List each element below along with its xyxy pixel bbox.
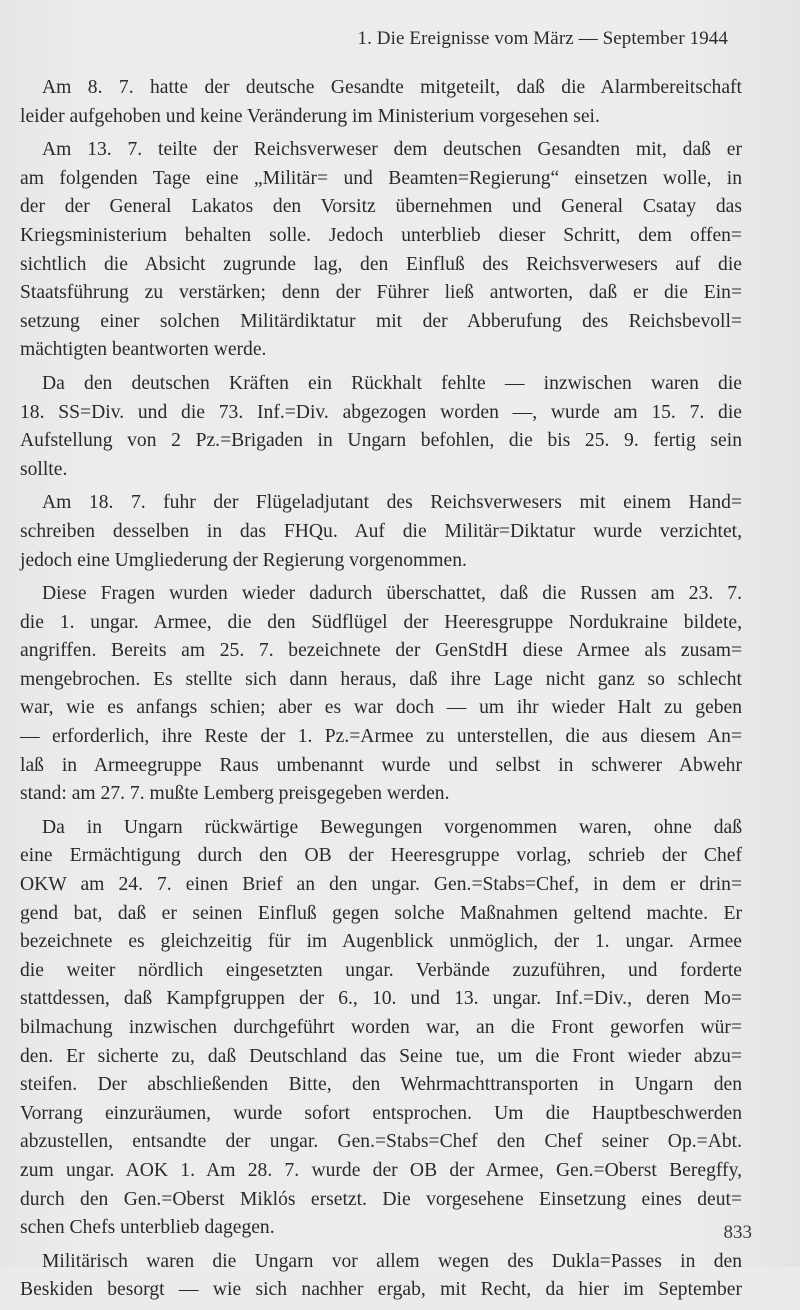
running-head: 1. Die Ereignisse vom März — September 1944 — [357, 28, 728, 49]
text-line: laß in Armeegruppe Raus umbenannt wurde und selbst in schwerer Abwehr — [20, 754, 742, 776]
text-line: Am 18. 7. fuhr der Flügeladjutant des Reichsverwesers mit einem Hand= — [42, 492, 742, 514]
text-line: bezeichnete es gleichzeitig für im Augenblick unmöglich, der 1. ungar. Armee — [20, 931, 742, 953]
text-line: Vorrang einzuräumen, wurde sofort entsprochen. Um die Hauptbeschwerden — [20, 1102, 742, 1124]
text-line: leider aufgehoben und keine Veränderung im Ministerium vorgesehen sei. — [20, 105, 600, 127]
text-line: am folgenden Tage eine „Militär= und Beamten=Regierung“ einsetzen wolle, in — [20, 167, 742, 189]
text-line: Am 8. 7. hatte der deutsche Gesandte mitgeteilt, daß die Alarmbereitschaft — [42, 77, 742, 98]
text-line: schen Chefs unterblieb dagegen. — [20, 1217, 275, 1239]
text-line: 18. SS=Div. und die 73. Inf.=Div. abgezogen worden —, wurde am 15. 7. die — [20, 401, 742, 423]
text-line: die 1. ungar. Armee, die den Südflügel der Heeresgruppe Nordukraine bildete, — [20, 611, 742, 633]
text-line: setzung einer solchen Militärdiktatur mit der Abberufung des Reichsbevoll= — [20, 310, 742, 332]
text-line: schreiben desselben in das FHQu. Auf die Militär=Diktatur wurde verzichtet, — [20, 520, 742, 542]
text-line: durch den Gen.=Oberst Miklós ersetzt. Die vorgesehene Einsetzung eines deut= — [20, 1188, 742, 1210]
text-line: mengebrochen. Es stellte sich dann heraus, daß ihre Lage nicht ganz so schlecht — [20, 668, 742, 690]
text-line: Da in Ungarn rückwärtige Bewegungen vorgenommen waren, ohne daß — [42, 816, 742, 838]
text-line: stattdessen, daß Kampfgruppen der 6., 10. und 13. ungar. Inf.=Div., deren Mo= — [20, 988, 742, 1010]
paragraph — [20, 1248, 742, 1305]
paragraph — [20, 74, 742, 131]
paragraph — [20, 814, 742, 1243]
text-line: sichtlich die Absicht zugrunde lag, den Einfluß des Reichsverwesers auf die — [20, 253, 742, 275]
page-number: 833 — [723, 1222, 752, 1243]
text-line: sollte. — [20, 458, 68, 480]
text-line: Beskiden besorgt — wie sich nachher ergab, mit Recht, da hier im September — [20, 1279, 742, 1301]
text-line: OKW am 24. 7. einen Brief an den ungar. Gen.=Stabs=Chef, in dem er drin= — [20, 874, 742, 896]
text-line: die weiter nördlich eingesetzten ungar. Verbände zuzuführen, und forderte — [20, 959, 742, 981]
text-line: gend bat, daß er seinen Einfluß gegen solche Maßnahmen geltend machte. Er — [20, 902, 742, 924]
text-line: der der General Lakatos den Vorsitz übernehmen und General Csatay das — [20, 196, 742, 218]
text-line: stand: am 27. 7. mußte Lemberg preisgegeben werden. — [20, 783, 450, 805]
text-line: abzustellen, entsandte der ungar. Gen.=Stabs=Chef den Chef seiner Op.=Abt. — [20, 1131, 742, 1153]
text-line: jedoch eine Umgliederung der Regierung vorgenommen. — [20, 549, 467, 571]
paragraph — [20, 489, 742, 575]
text-line: Da den deutschen Kräften ein Rückhalt fehlte — inzwischen waren die — [42, 372, 742, 394]
text-line: eine Ermächtigung durch den OB der Heeresgruppe vorlag, schrieb der Chef — [20, 845, 742, 867]
text-line: Staatsführung zu verstärken; denn der Führer ließ antworten, daß er die Ein= — [20, 282, 742, 304]
paragraph — [20, 370, 742, 484]
text-line: Kriegsministerium behalten solle. Jedoch unterblieb dieser Schritt, dem offen= — [20, 224, 742, 246]
text-line: angriffen. Bereits am 25. 7. bezeichnete der GenStdH diese Armee als zusam= — [20, 640, 742, 662]
text-line: war, wie es anfangs schien; aber es war doch — um ihr wieder Halt zu geben — [20, 697, 742, 719]
text-line: Am 13. 7. teilte der Reichsverweser dem deutschen Gesandten mit, daß er — [42, 139, 742, 161]
text-line: Aufstellung von 2 Pz.=Brigaden in Ungarn befohlen, die bis 25. 9. fertig sein — [20, 430, 742, 452]
text-line: zum ungar. AOK 1. Am 28. 7. wurde der OB der Armee, Gen.=Oberst Beregffy, — [20, 1159, 742, 1181]
text-line: — erforderlich, ihre Reste der 1. Pz.=Armee zu unterstellen, die aus diesem An= — [20, 726, 742, 748]
paragraph — [20, 136, 742, 365]
text-line: Militärisch waren die Ungarn vor allem wegen des Dukla=Passes in den — [42, 1250, 742, 1272]
text-line: bilmachung inzwischen durchgeführt worden war, an die Front geworfen wür= — [20, 1017, 742, 1038]
text-line: den. Er sicherte zu, daß Deutschland das Seine tue, um die Front wieder abzu= — [20, 1045, 742, 1067]
paragraph — [20, 580, 742, 809]
text-line: steifen. Der abschließenden Bitte, den Wehrmachttransporten in Ungarn den — [20, 1074, 742, 1096]
body-text — [20, 74, 742, 1310]
text-line: Diese Fragen wurden wieder dadurch überschattet, daß die Russen am 23. 7. — [42, 583, 742, 605]
text-line: mächtigten beantworten werde. — [20, 339, 267, 361]
